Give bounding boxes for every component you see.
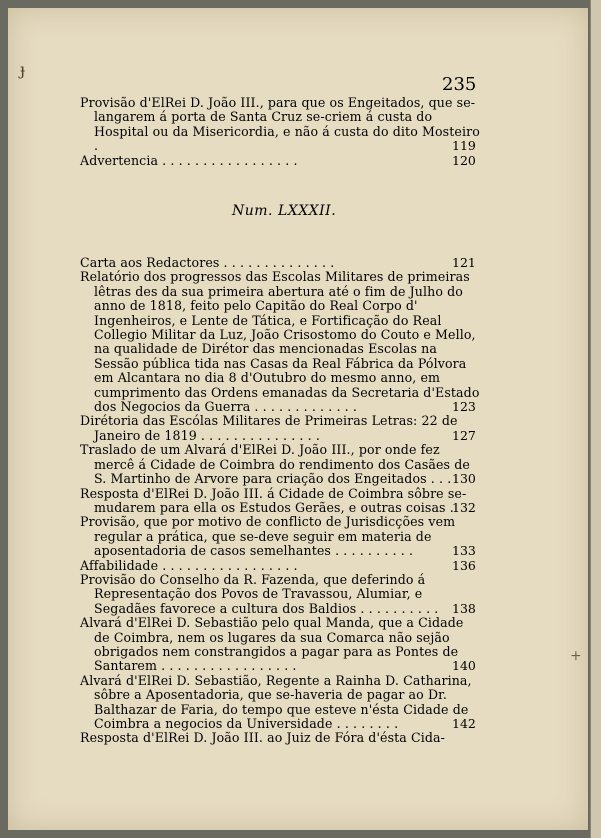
- toc-entry: Dirétoria das Escólas Militares de Primeiras Letras: 22 de Janeiro de 1819 . . . . . . . . . . . . . . . 127: [80, 413, 476, 443]
- toc-page: 120: [452, 152, 476, 168]
- toc-page: 123: [452, 399, 476, 415]
- toc-entry: Carta aos Redactores . . . . . . . . . . . . . . 121: [80, 255, 476, 270]
- section-heading: Num. LXXXII.: [232, 203, 337, 219]
- toc-page: 119: [452, 138, 476, 154]
- right-page-edge: [590, 0, 601, 838]
- cross-mark: +: [570, 648, 582, 664]
- toc-page: 140: [452, 658, 476, 674]
- toc-entry: Provisão, que por motivo de conflicto de Jurisdicções vem regular a prática, que se-deve seguir em materia de aposentadoria de casos semelhantes . . . . . . . . . . 133: [80, 514, 476, 559]
- toc-entry: Alvará d'ElRei D. Sebastião pelo qual Manda, que a Cidade de Coimbra, nem os lugares da sua Comarca não sejão obrigados nem constrangidos a pagar para as Pontes de Santarem . . . . . . . . . . . . . . . . . 140: [80, 615, 476, 674]
- top-entries: [80, 96, 480, 168]
- toc-entry: Provisão do Conselho da R. Fazenda, que deferindo á Representação dos Povos de Travassou, Alumiar, e Segadães favorece a cultura dos Baldios . . . . . . . . . . 138: [80, 571, 476, 616]
- toc-entry: Relatório dos progressos das Escolas Militares de primeiras lêtras des da sua primeira abertura até o fim de Julho do anno de 1818, feito pelo Capitão do Real Corpo d' Ingenheiros, e Lente de Tática, e Fortificação do Real Collegio Militar da Luz, João Crisostomo do Couto e Mello, na qualidade de Dirétor das mencionadas Escolas na Sessão pública tida nas Casas da Real Fábrica da Pólvora em Alcantara no dia 8 d'Outubro do mesmo anno, em cumprimento das Ordens emanadas da Secretaria d'Estado dos Negocios da Guerra . . . . . . . . . . . . . 123: [80, 269, 480, 415]
- toc-entries: [80, 256, 480, 746]
- toc-page: 142: [452, 716, 476, 731]
- toc-page: 136: [452, 557, 476, 573]
- page-number: 235: [442, 74, 477, 95]
- toc-page: 121: [452, 255, 476, 270]
- toc-entry: Advertencia . . . . . . . . . . . . . . . . . 120: [80, 152, 476, 168]
- toc-page: 133: [452, 543, 476, 559]
- toc-entry: Alvará d'ElRei D. Sebastião, Regente a Rainha D. Catharina, sôbre a Aposentadoria, que se-haveria de pagar ao Dr. Balthazar de Faria, do tempo que esteve n'ésta Cidade de Coimbra a negocios da Universidade . . . . . . . . 142: [80, 672, 476, 731]
- toc-page: 138: [452, 600, 476, 616]
- margin-mark: ɟ: [20, 60, 26, 79]
- toc-entry: Provisão d'ElRei D. João III., para que os Engeitados, que se-langarem á porta de Santa Cruz se-criem á custa do Hospital ou da Misericordia, e não á custa do dito Mosteiro . 119: [80, 95, 480, 154]
- toc-entry: Resposta d'ElRei D. João III. á Cidade de Coimbra sôbre se-mudarem para ella os Estudos Gerães, e outras coisas . 132: [80, 485, 476, 515]
- toc-entry: Resposta d'ElRei D. João III. ao Juiz de Fóra d'ésta Cida-: [80, 730, 445, 746]
- toc-entry: Traslado de um Alvará d'ElRei D. João III., por onde fez mercê á Cidade de Coimbra do rendimento dos Casães de S. Martinho de Arvore para criação dos Engeitados . . . 130: [80, 442, 476, 487]
- toc-page: 132: [452, 499, 476, 515]
- toc-page: 127: [452, 427, 476, 443]
- toc-entry: Affabilidade . . . . . . . . . . . . . . . . . 136: [80, 557, 476, 573]
- toc-page: 130: [452, 471, 476, 487]
